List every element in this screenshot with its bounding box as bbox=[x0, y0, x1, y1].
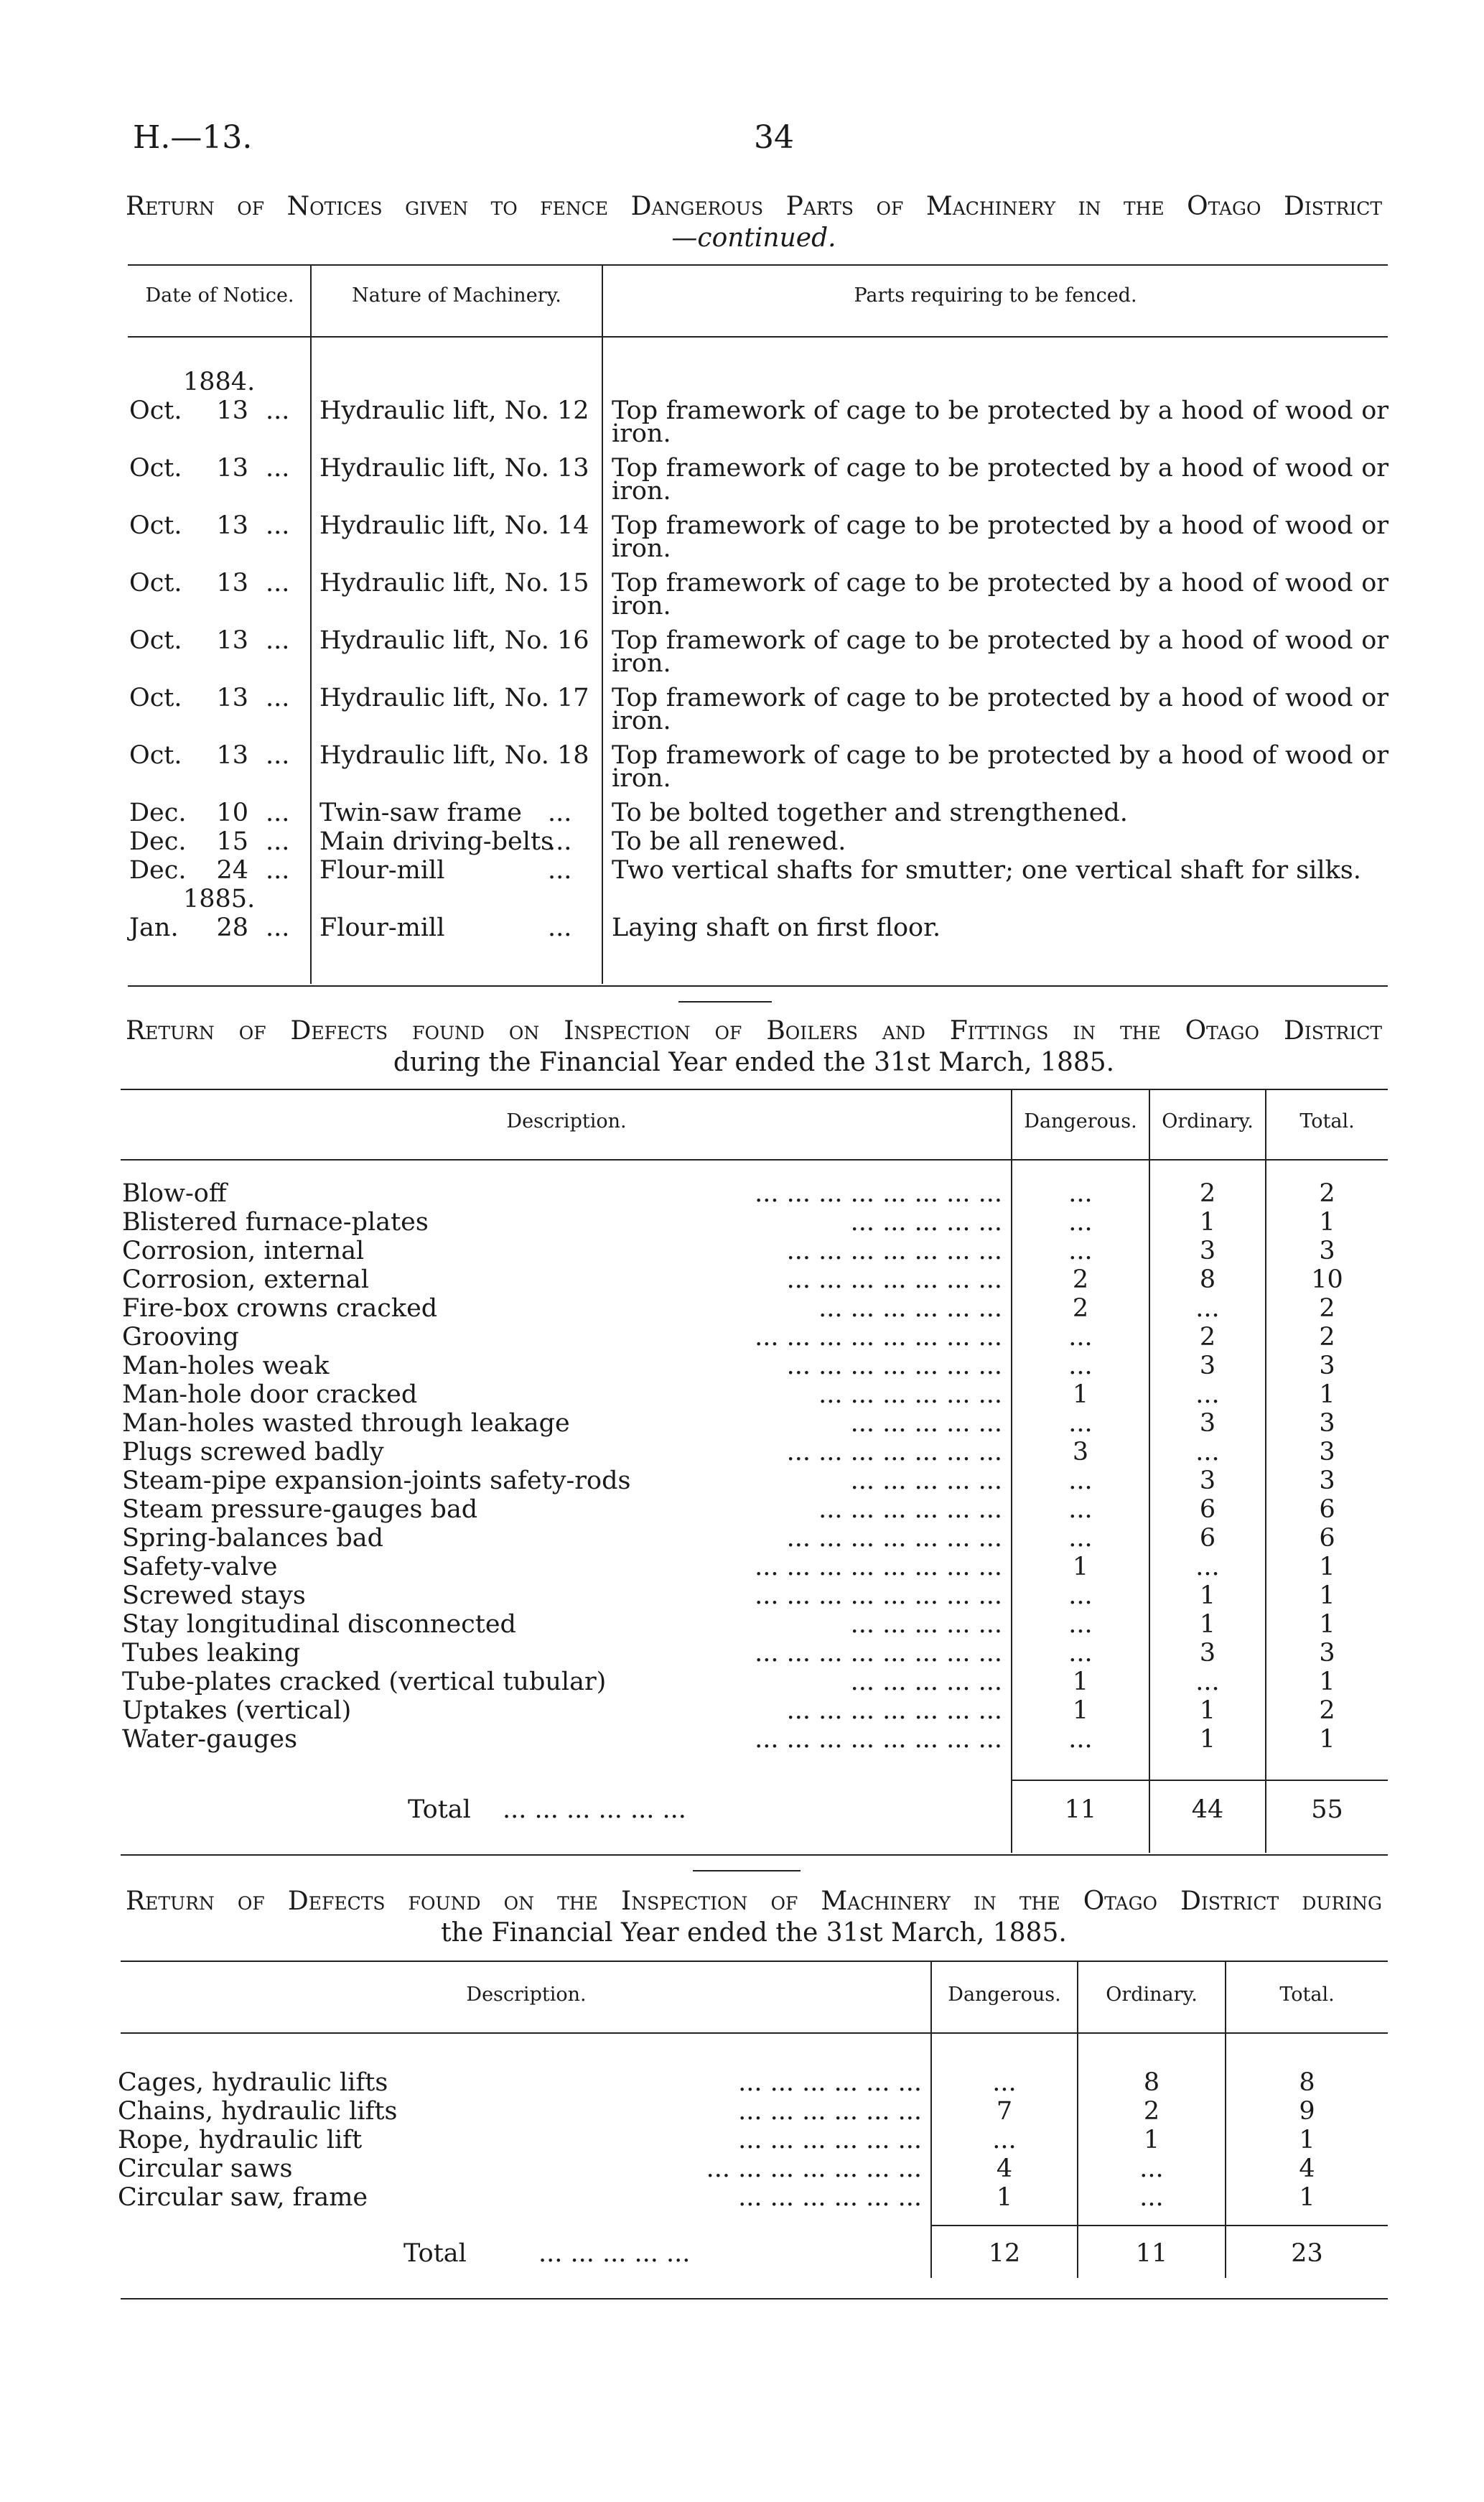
row-dangerous: ... bbox=[1068, 1409, 1093, 1438]
row-ordinary: 2 bbox=[1199, 1323, 1216, 1352]
table1-header-rule bbox=[128, 336, 1388, 338]
row-leader-dots: ... ... ... ... ... bbox=[850, 1409, 1002, 1438]
row-dangerous: ... bbox=[1068, 1524, 1093, 1553]
year-label-1884: 1884. bbox=[183, 368, 256, 396]
table3-header-dangerous: Dangerous. bbox=[948, 1984, 1061, 2006]
row-dangerous: 2 bbox=[1072, 1294, 1089, 1323]
row-ordinary: 2 bbox=[1143, 2097, 1160, 2126]
table2-title-line2: during the Financial Year ended the 31st March, 1885. bbox=[393, 1048, 1115, 1077]
table-row bbox=[0, 1294, 1484, 1323]
row-total: 1 bbox=[1319, 1610, 1335, 1639]
row-total: 1 bbox=[1319, 1668, 1335, 1696]
row-leader-dots: ... ... ... ... ... ... bbox=[738, 2068, 922, 2097]
row-total: 4 bbox=[1299, 2154, 1315, 2183]
table-row bbox=[0, 1696, 1484, 1725]
row-description: Man-holes weak bbox=[122, 1352, 330, 1380]
row-total: 1 bbox=[1319, 1380, 1335, 1409]
row-ordinary: 8 bbox=[1199, 1265, 1216, 1294]
table-row bbox=[0, 2126, 1484, 2154]
row-ordinary: 1 bbox=[1199, 1208, 1216, 1237]
table3-header-ordinary: Ordinary. bbox=[1106, 1984, 1198, 2006]
table-row bbox=[0, 1323, 1484, 1352]
table-row bbox=[0, 2097, 1484, 2126]
row-total: 1 bbox=[1319, 1725, 1335, 1754]
row-description: Safety-valve bbox=[122, 1553, 278, 1581]
row-description: Circular saws bbox=[118, 2154, 293, 2183]
row-ordinary: ... bbox=[1195, 1553, 1220, 1581]
row-total: 2 bbox=[1319, 1294, 1335, 1323]
table-row bbox=[0, 1668, 1484, 1696]
row-description: Steam-pipe expansion-joints safety-rods bbox=[122, 1466, 631, 1495]
row-dangerous: ... bbox=[1068, 1581, 1093, 1610]
table1-bottom-rule bbox=[128, 985, 1388, 987]
row-leader-dots: ... ... ... ... ... ... ... bbox=[786, 1524, 1002, 1553]
row-description: Grooving bbox=[122, 1323, 239, 1352]
row-ordinary: ... bbox=[1139, 2154, 1164, 2183]
row-total: 3 bbox=[1319, 1639, 1335, 1668]
row-dangerous: 2 bbox=[1072, 1265, 1089, 1294]
table2-title-line1: Return of Defects found on Inspection of Boilers and Fittings in the Otago District bbox=[126, 1016, 1382, 1046]
row-leader-dots: ... ... ... ... ... ... bbox=[818, 1495, 1002, 1524]
table-row bbox=[0, 1438, 1484, 1466]
row-leader-dots: ... ... ... ... ... ... ... bbox=[786, 1265, 1002, 1294]
row-dangerous: ... bbox=[1068, 1639, 1093, 1668]
row-total: 1 bbox=[1319, 1553, 1335, 1581]
row-dangerous: 7 bbox=[996, 2097, 1013, 2126]
row-ordinary: 3 bbox=[1199, 1237, 1216, 1265]
table1-title bbox=[126, 191, 1382, 254]
row-leader-dots: ... ... ... ... ... ... bbox=[738, 2097, 922, 2126]
row-description: Cages, hydraulic lifts bbox=[118, 2068, 388, 2097]
row-ordinary: 8 bbox=[1143, 2068, 1160, 2097]
row-description: Circular saw, frame bbox=[118, 2183, 368, 2212]
table-row bbox=[0, 1553, 1484, 1581]
row-leader-dots: ... ... ... ... ... ... bbox=[738, 2126, 922, 2154]
row-leader-dots: ... ... ... ... ... ... ... ... bbox=[755, 1553, 1002, 1581]
table3-sum-rule bbox=[932, 2225, 1388, 2226]
table3-title-line1: Return of Defects found on the Inspection of Machinery in the Otago District during bbox=[126, 1887, 1382, 1916]
table2-header-ordinary: Ordinary. bbox=[1162, 1110, 1254, 1133]
row-total: 10 bbox=[1311, 1265, 1343, 1294]
row-leader-dots: ... ... ... ... ... ... ... ... bbox=[755, 1179, 1002, 1208]
row-description: Blow-off bbox=[122, 1179, 227, 1208]
table3-total-row: Total ... ... ... ... ... 12 11 23 bbox=[403, 2239, 1323, 2268]
row-total: 1 bbox=[1299, 2183, 1315, 2212]
row-leader-dots: ... ... ... ... ... bbox=[850, 1610, 1002, 1639]
row-leader-dots: ... ... ... ... ... ... bbox=[818, 1294, 1002, 1323]
table-row bbox=[0, 1725, 1484, 1754]
row-dangerous: ... bbox=[1068, 1495, 1093, 1524]
row-leader-dots: ... ... ... ... ... ... ... bbox=[786, 1438, 1002, 1466]
table-row bbox=[0, 2068, 1484, 2097]
row-dangerous: 3 bbox=[1072, 1438, 1089, 1466]
row-ordinary: 3 bbox=[1199, 1639, 1216, 1668]
row-description: Corrosion, external bbox=[122, 1265, 369, 1294]
row-total: 8 bbox=[1299, 2068, 1315, 2097]
row-dangerous: ... bbox=[1068, 1466, 1093, 1495]
table2-header-rule bbox=[121, 1159, 1388, 1161]
table3-top-rule bbox=[121, 1961, 1388, 1962]
table1-col-divider-2 bbox=[602, 266, 603, 984]
row-leader-dots: ... ... ... ... ... ... ... ... bbox=[755, 1323, 1002, 1352]
row-leader-dots: ... ... ... ... ... bbox=[850, 1208, 1002, 1237]
table-row bbox=[0, 1524, 1484, 1553]
row-ordinary: 6 bbox=[1199, 1524, 1216, 1553]
row-ordinary: 1 bbox=[1143, 2126, 1160, 2154]
row-leader-dots: ... ... ... ... ... ... ... ... bbox=[755, 1639, 1002, 1668]
row-description: Screwed stays bbox=[122, 1581, 306, 1610]
row-description: Man-holes wasted through leakage bbox=[122, 1409, 570, 1438]
row-total: 3 bbox=[1319, 1438, 1335, 1466]
row-description: Spring-balances bad bbox=[122, 1524, 384, 1553]
row-total: 1 bbox=[1319, 1581, 1335, 1610]
table3-title bbox=[126, 1886, 1382, 1949]
table3-header-total: Total. bbox=[1279, 1984, 1335, 2006]
row-total: 3 bbox=[1319, 1466, 1335, 1495]
row-leader-dots: ... ... ... ... ... ... ... bbox=[786, 1352, 1002, 1380]
row-total: 6 bbox=[1319, 1524, 1335, 1553]
row-dangerous: 4 bbox=[996, 2154, 1013, 2183]
table-row bbox=[0, 1581, 1484, 1610]
table-row bbox=[0, 2154, 1484, 2183]
year-label-1885: 1885. bbox=[183, 885, 256, 913]
row-total: 9 bbox=[1299, 2097, 1315, 2126]
row-dangerous: ... bbox=[1068, 1237, 1093, 1265]
row-dangerous: ... bbox=[1068, 1352, 1093, 1380]
table1-header-machinery: Nature of Machinery. bbox=[352, 284, 561, 307]
row-dangerous: ... bbox=[1068, 1725, 1093, 1754]
section-divider-2 bbox=[693, 1870, 801, 1871]
row-description: Man-hole door cracked bbox=[122, 1380, 418, 1409]
row-total: 2 bbox=[1319, 1696, 1335, 1725]
row-description: Blistered furnace-plates bbox=[122, 1208, 429, 1237]
row-description: Tubes leaking bbox=[122, 1639, 301, 1668]
table1-header-parts: Parts requiring to be fenced. bbox=[854, 284, 1137, 307]
section-divider-1 bbox=[678, 1001, 772, 1003]
row-leader-dots: ... ... ... ... ... ... bbox=[818, 1380, 1002, 1409]
row-ordinary: 1 bbox=[1199, 1610, 1216, 1639]
table2-bottom-rule bbox=[121, 1854, 1388, 1856]
row-leader-dots: ... ... ... ... ... ... bbox=[738, 2183, 922, 2212]
row-dangerous: 1 bbox=[1072, 1696, 1089, 1725]
row-leader-dots: ... ... ... ... ... bbox=[850, 1668, 1002, 1696]
table-row bbox=[0, 1380, 1484, 1409]
row-description: Tube-plates cracked (vertical tubular) bbox=[122, 1668, 607, 1696]
row-ordinary: 2 bbox=[1199, 1179, 1216, 1208]
table3-header-rule bbox=[121, 2032, 1388, 2034]
row-leader-dots: ... ... ... ... ... ... ... bbox=[786, 1696, 1002, 1725]
row-leader-dots: ... ... ... ... ... ... ... bbox=[786, 1237, 1002, 1265]
row-ordinary: 3 bbox=[1199, 1409, 1216, 1438]
table-row bbox=[0, 1352, 1484, 1380]
row-dangerous: 1 bbox=[1072, 1380, 1089, 1409]
page-number: 34 bbox=[754, 119, 794, 156]
table2-total-row: Total ... ... ... ... ... ... 11 44 55 bbox=[408, 1795, 1343, 1824]
row-total: 3 bbox=[1319, 1352, 1335, 1380]
table2-top-rule bbox=[121, 1089, 1388, 1090]
row-description: Uptakes (vertical) bbox=[122, 1696, 352, 1725]
row-total: 1 bbox=[1319, 1208, 1335, 1237]
table-row bbox=[0, 2183, 1484, 2212]
row-description: Chains, hydraulic lifts bbox=[118, 2097, 398, 2126]
row-description: Water-gauges bbox=[122, 1725, 298, 1754]
row-ordinary: ... bbox=[1195, 1438, 1220, 1466]
table2-sum-rule bbox=[1012, 1780, 1388, 1781]
document-page: H.—13. 34 Return of Notices given to fence Dangerous Parts of Machinery in the Otago District —continued. Date of Notice. Nature of Machinery. Parts requiring to be fenced. 1884. Oct. 13 ... Hydraulic lift, No. 12 Top framework of cage to be protected by a hood of wood or iron. Oct. 13 ... Hydraulic lift, No. 13 Top framework of cage to be protected by a hood of wood or iron. Oct. 13 ... Hydraulic lift, No. 14 Top framework of cage to be protected by a hood of wood or iron. Oct. 13 ... Hydraulic lift, No. 15 Top framework of cage to be protected by a hood of wood or iron. Oct. 13 ... Hydraulic lift, No. 16 Top framework of cage to be protected by a hood of wood or iron. Oct. 13 ... Hydraulic lift, No. 17 Top framework of cage to be protected by a hood of wood or iron. Oct. 13 ... Hydraulic lift, No. 18 Top framework of cage to be protected by a hood of wood or iron. Dec. 10 ... Twin-saw frame ... To be bolted together and strengthened. Dec. 15 ... Main driving-belts ... To be all renewed. Dec. 24 ... Flour-mill ... Two vertical shafts for smutter; one vertical shaft for silks. 1885. Jan. 28 ... Flour-mill ... Laying shaft on first floor. Return of Defects found on Inspection of Boilers and Fittings in the Otago District during the Financial Year ended the 31st March, 1885. Description. Dangerous. Ordinary. Total. Blow-off ... ... ... ... ... ... ... ... ... 2 2 Blistered furnace-plates ... ... ... ... ... ... 1 1 Corrosion, internal ... ... ... ... ... ... ... ... 3 3 Corrosion, external ... ... ... ... ... ... ... 2 8 10 Fire-box crowns cracked ... ... ... ... ... ... 2 ... 2 Grooving ... ... ... ... ... ... ... ... ... 2 2 Man-holes weak ... ... ... ... ... ... ... ... 3 3 Man-hole door cracked ... ... ... ... ... ... 1 ... 1 Man-holes wasted through leakage ... ... ... ... ... ... 3 3 Plugs screwed badly ... ... ... ... ... ... ... 3 ... 3 Steam-pipe expansion-joints safety-rods ... ... ... ... ... ... 3 3 Steam pressure-gauges bad ... ... ... ... ... ... ... 6 6 Spring-balances bad ... ... ... ... ... ... ... ... 6 6 Safety-valve ... ... ... ... ... ... ... ... 1 ... 1 Screwed stays ... ... ... ... ... ... ... ... ... 1 1 Stay longitudinal disconnected ... ... ... ... ... ... 1 1 Tubes leaking ... ... ... ... ... ... ... ... ... 3 3 Tube-plates cracked (vertical tubular) ... ... ... ... ... 1 ... 1 Uptakes (vertical) ... ... ... ... ... ... ... 1 1 2 Water-gauges ... ... ... ... ... ... ... ... ... 1 1 Total ... ... ... ... ... ... 11 44 55 Return of Defects found on the Inspection of Machinery in the Otago District during the Financial Year ended the 31st March, 1885. Description. Dangerous. Ordinary. Total. Cages, hydraulic lifts ... ... ... ... ... ... ... 8 8 Chains, hydraulic lifts ... ... ... ... ... ... 7 2 9 Rope, hydraulic lift ... ... ... ... ... ... ... 1 1 Circular saws ... ... ... ... ... ... ... 4 ... 4 Circular saw, frame ... ... ... ... ... ... 1 ... 1 Total ... ... ... ... ... 12 11 23 bbox=[0, 0, 1484, 2502]
table-row bbox=[0, 1265, 1484, 1294]
row-ordinary: 6 bbox=[1199, 1495, 1216, 1524]
table2-header-dangerous: Dangerous. bbox=[1024, 1110, 1137, 1133]
row-leader-dots: ... ... ... ... ... ... ... ... bbox=[755, 1725, 1002, 1754]
row-total: 6 bbox=[1319, 1495, 1335, 1524]
row-total: 1 bbox=[1299, 2126, 1315, 2154]
row-dangerous: ... bbox=[1068, 1323, 1093, 1352]
row-ordinary: ... bbox=[1195, 1294, 1220, 1323]
row-total: 3 bbox=[1319, 1237, 1335, 1265]
table3-title-line2: the Financial Year ended the 31st March, 1885. bbox=[441, 1918, 1067, 1948]
table-row bbox=[0, 1610, 1484, 1639]
row-total: 2 bbox=[1319, 1179, 1335, 1208]
row-leader-dots: ... ... ... ... ... ... ... ... bbox=[755, 1581, 1002, 1610]
row-ordinary: 3 bbox=[1199, 1466, 1216, 1495]
row-description: Stay longitudinal disconnected bbox=[122, 1610, 516, 1639]
row-total: 3 bbox=[1319, 1409, 1335, 1438]
table1-title-line2: —continued. bbox=[671, 223, 836, 253]
row-leader-dots: ... ... ... ... ... bbox=[850, 1466, 1002, 1495]
table2-title bbox=[126, 1015, 1382, 1079]
table1-title-line1: Return of Notices given to fence Dangerous Parts of Machinery in the Otago District bbox=[126, 192, 1382, 221]
table1-col-divider-1 bbox=[310, 266, 312, 984]
table1-top-rule bbox=[128, 264, 1388, 266]
table3-bottom-rule bbox=[121, 2298, 1388, 2299]
table-row bbox=[0, 1495, 1484, 1524]
row-total: 2 bbox=[1319, 1323, 1335, 1352]
table2-header-total: Total. bbox=[1299, 1110, 1355, 1133]
table-row bbox=[0, 1237, 1484, 1265]
row-ordinary: 1 bbox=[1199, 1581, 1216, 1610]
row-ordinary: ... bbox=[1195, 1380, 1220, 1409]
row-description: Fire-box crowns cracked bbox=[122, 1294, 438, 1323]
row-dangerous: ... bbox=[1068, 1208, 1093, 1237]
row-ordinary: ... bbox=[1139, 2183, 1164, 2212]
table-row bbox=[0, 1179, 1484, 1208]
row-dangerous: 1 bbox=[1072, 1668, 1089, 1696]
table-row bbox=[0, 1466, 1484, 1495]
row-dangerous: ... bbox=[992, 2068, 1017, 2097]
row-dangerous: ... bbox=[1068, 1179, 1093, 1208]
table-row bbox=[0, 1409, 1484, 1438]
table-row bbox=[0, 1208, 1484, 1237]
row-description: Steam pressure-gauges bad bbox=[122, 1495, 478, 1524]
table-row bbox=[0, 1639, 1484, 1668]
table3-header-description: Description. bbox=[466, 1984, 587, 2006]
row-description: Plugs screwed badly bbox=[122, 1438, 384, 1466]
table2-header-description: Description. bbox=[506, 1110, 627, 1133]
row-dangerous: ... bbox=[1068, 1610, 1093, 1639]
table1-header-date: Date of Notice. bbox=[145, 284, 294, 307]
row-ordinary: 3 bbox=[1199, 1352, 1216, 1380]
row-dangerous: 1 bbox=[996, 2183, 1013, 2212]
row-ordinary: 1 bbox=[1199, 1725, 1216, 1754]
row-ordinary: 1 bbox=[1199, 1696, 1216, 1725]
row-dangerous: ... bbox=[992, 2126, 1017, 2154]
row-description: Rope, hydraulic lift bbox=[118, 2126, 363, 2154]
row-leader-dots: ... ... ... ... ... ... ... bbox=[706, 2154, 922, 2183]
document-reference: H.—13. bbox=[133, 119, 253, 156]
row-dangerous: 1 bbox=[1072, 1553, 1089, 1581]
row-ordinary: ... bbox=[1195, 1668, 1220, 1696]
row-description: Corrosion, internal bbox=[122, 1237, 365, 1265]
